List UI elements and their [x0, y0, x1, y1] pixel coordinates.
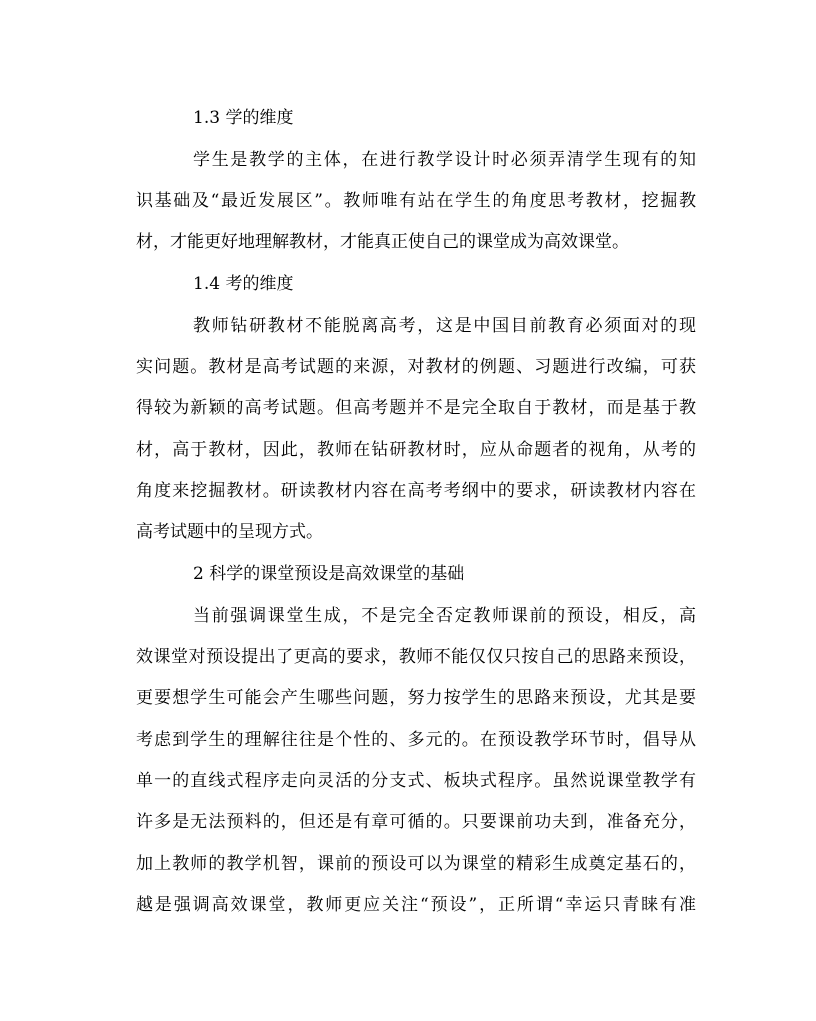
paragraph-line: 角度来挖掘教材。研读教材内容在高考考纲中的要求，研读教材内容在	[136, 481, 696, 501]
paragraph-line: 效课堂对预设提出了更高的要求，教师不能仅仅只按自己的思路来预设，	[136, 647, 696, 667]
paragraph-line: 材，才能更好地理解教材，才能真正使自己的课堂成为高效课堂。	[136, 232, 629, 252]
heading-2: 2 科学的课堂预设是高效课堂的基础	[193, 564, 465, 584]
paragraph-line: 教师钻研教材不能脱离高考，这是中国目前教育必须面对的现	[193, 316, 696, 336]
paragraph-line: 考虑到学生的理解往往是个性的、多元的。在预设教学环节时，倡导从	[136, 730, 696, 750]
heading-1-4: 1.4 考的维度	[193, 274, 294, 294]
paragraph-line: 实问题。教材是高考试题的来源，对教材的例题、习题进行改编，可获	[136, 357, 696, 377]
paragraph-line: 更要想学生可能会产生哪些问题，努力按学生的思路来预设，尤其是要	[136, 688, 696, 708]
heading-1-3: 1.3 学的维度	[193, 108, 294, 128]
paragraph-line: 学生是教学的主体，在进行教学设计时必须弄清学生现有的知	[193, 150, 696, 170]
paragraph-line: 识基础及“最近发展区”。教师唯有站在学生的角度思考教材，挖掘教	[136, 191, 696, 211]
paragraph-line: 许多是无法预料的，但还是有章可循的。只要课前功夫到，准备充分，	[136, 812, 696, 832]
paragraph-line: 高考试题中的呈现方式。	[136, 522, 323, 542]
paragraph-line: 越是强调高效课堂，教师更应关注“预设”，正所谓“幸运只青睐有准	[136, 895, 696, 915]
paragraph-line: 加上教师的教学机智，课前的预设可以为课堂的精彩生成奠定基石的，	[136, 854, 696, 874]
paragraph-line: 得较为新颖的高考试题。但高考题并不是完全取自于教材，而是基于教	[136, 398, 696, 418]
paragraph-line: 当前强调课堂生成，不是完全否定教师课前的预设，相反，高	[193, 606, 696, 626]
paragraph-line: 单一的直线式程序走向灵活的分支式、板块式程序。虽然说课堂教学有	[136, 771, 696, 791]
paragraph-line: 材，高于教材，因此，教师在钻研教材时，应从命题者的视角，从考的	[136, 440, 696, 460]
